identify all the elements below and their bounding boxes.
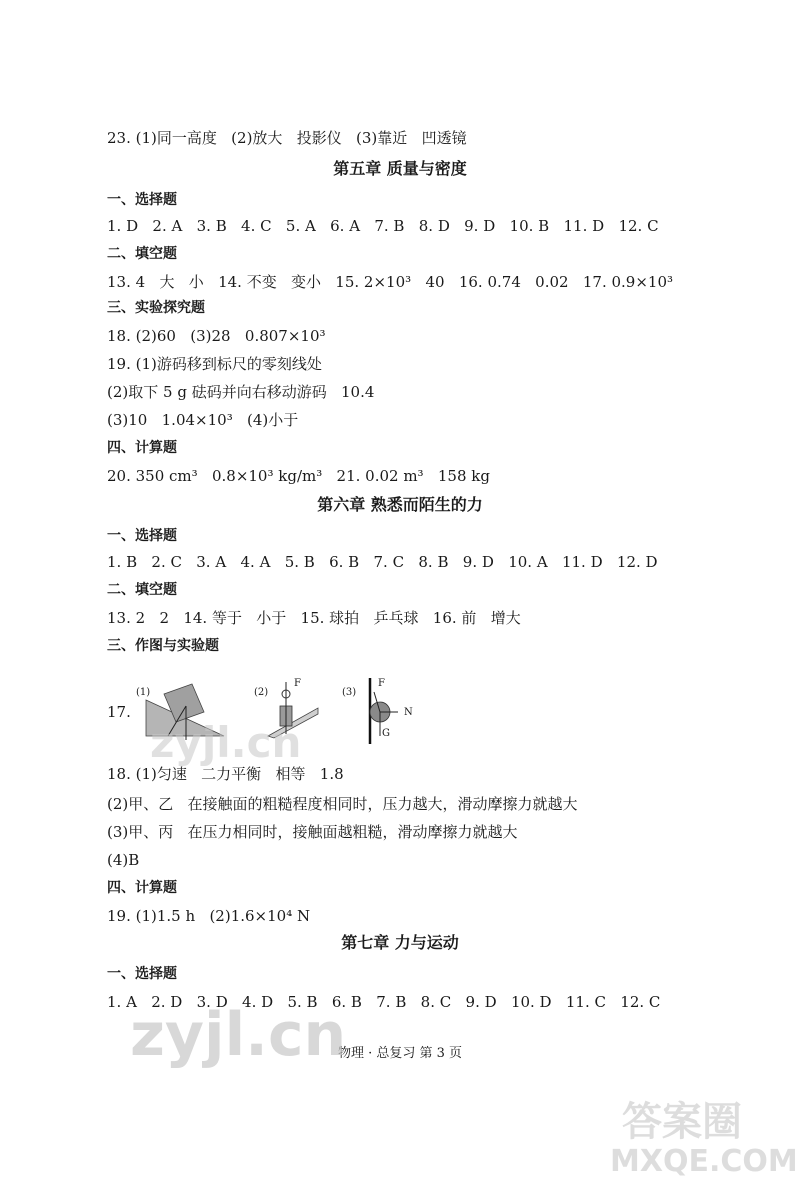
section-heading: 一、选择题	[107, 192, 177, 208]
section-heading: 三、实验探究题	[107, 300, 205, 316]
force-label-f: F	[378, 678, 385, 689]
force-label-n: N	[404, 707, 413, 718]
section-heading: 二、填空题	[107, 246, 177, 262]
chapter-7-title: 第七章 力与运动	[341, 933, 459, 952]
page-footer: 物理 · 总复习 第 3 页	[337, 1046, 463, 1061]
answer-line: 13. 2 2 14. 等于 小于 15. 球拍 乒乓球 16. 前 增大	[107, 609, 521, 627]
answer-line: 18. (2)60 (3)28 0.807×10³	[107, 327, 326, 345]
answer-line: (3)甲、丙 在压力相同时，接触面越粗糙，滑动摩擦力就越大	[107, 823, 518, 841]
section-heading: 三、作图与实验题	[107, 638, 219, 654]
answer-line: (3)10 1.04×10³ (4)小于	[107, 411, 299, 429]
section-heading: 四、计算题	[107, 880, 177, 896]
answer-line: 1. B 2. C 3. A 4. A 5. B 6. B 7. C 8. B 9. D 10. A 11. D 12. D	[107, 553, 658, 571]
force-label-f: F	[294, 678, 301, 689]
answer-line: 20. 350 cm³ 0.8×10³ kg/m³ 21. 0.02 m³ 158 kg	[107, 467, 490, 485]
section-heading: 二、填空题	[107, 582, 177, 598]
force-label-g: G	[382, 728, 390, 739]
answer-line: 13. 4 大 小 14. 不变 变小 15. 2×10³ 40 16. 0.74 0.02 17. 0.9×10³	[107, 273, 674, 291]
chapter-5-title: 第五章 质量与密度	[333, 159, 467, 178]
figure-label-1: (1)	[136, 687, 151, 698]
answer-line-q23: 23. (1)同一高度 (2)放大 投影仪 (3)靠近 凹透镜	[107, 129, 467, 147]
section-heading: 一、选择题	[107, 966, 177, 982]
answer-line: 19. (1)游码移到标尺的零刻线处	[107, 355, 322, 373]
answer-line: 1. D 2. A 3. B 4. C 5. A 6. A 7. B 8. D 9. D 10. B 11. D 12. C	[107, 217, 659, 235]
answer-line: (4)B	[107, 851, 140, 869]
section-heading: 四、计算题	[107, 440, 177, 456]
answer-line: 1. A 2. D 3. D 4. D 5. B 6. B 7. B 8. C 9. D 10. D 11. C 12. C	[107, 993, 661, 1011]
watermark-corner-top: 答案圈	[622, 1099, 742, 1145]
figure-label-2: (2)	[254, 687, 269, 698]
watermark-corner-bottom: MXQE.COM	[610, 1144, 798, 1179]
chapter-6-title: 第六章 熟悉而陌生的力	[317, 495, 483, 514]
answer-line: (2)甲、乙 在接触面的粗糙程度相同时，压力越大，滑动摩擦力就越大	[107, 795, 578, 813]
section-heading: 一、选择题	[107, 528, 177, 544]
answer-line: 19. (1)1.5 h (2)1.6×10⁴ N	[107, 907, 311, 925]
watermark-mid: zyjl.cn	[150, 718, 302, 767]
figure-label-3: (3)	[342, 687, 357, 698]
watermark-bottom: zyjl.cn	[130, 1000, 347, 1070]
question-17-number: 17.	[107, 703, 131, 721]
answer-line: 18. (1)匀速 二力平衡 相等 1.8	[107, 765, 344, 783]
answer-line: (2)取下 5 g 砝码并向右移动游码 10.4	[107, 383, 375, 401]
